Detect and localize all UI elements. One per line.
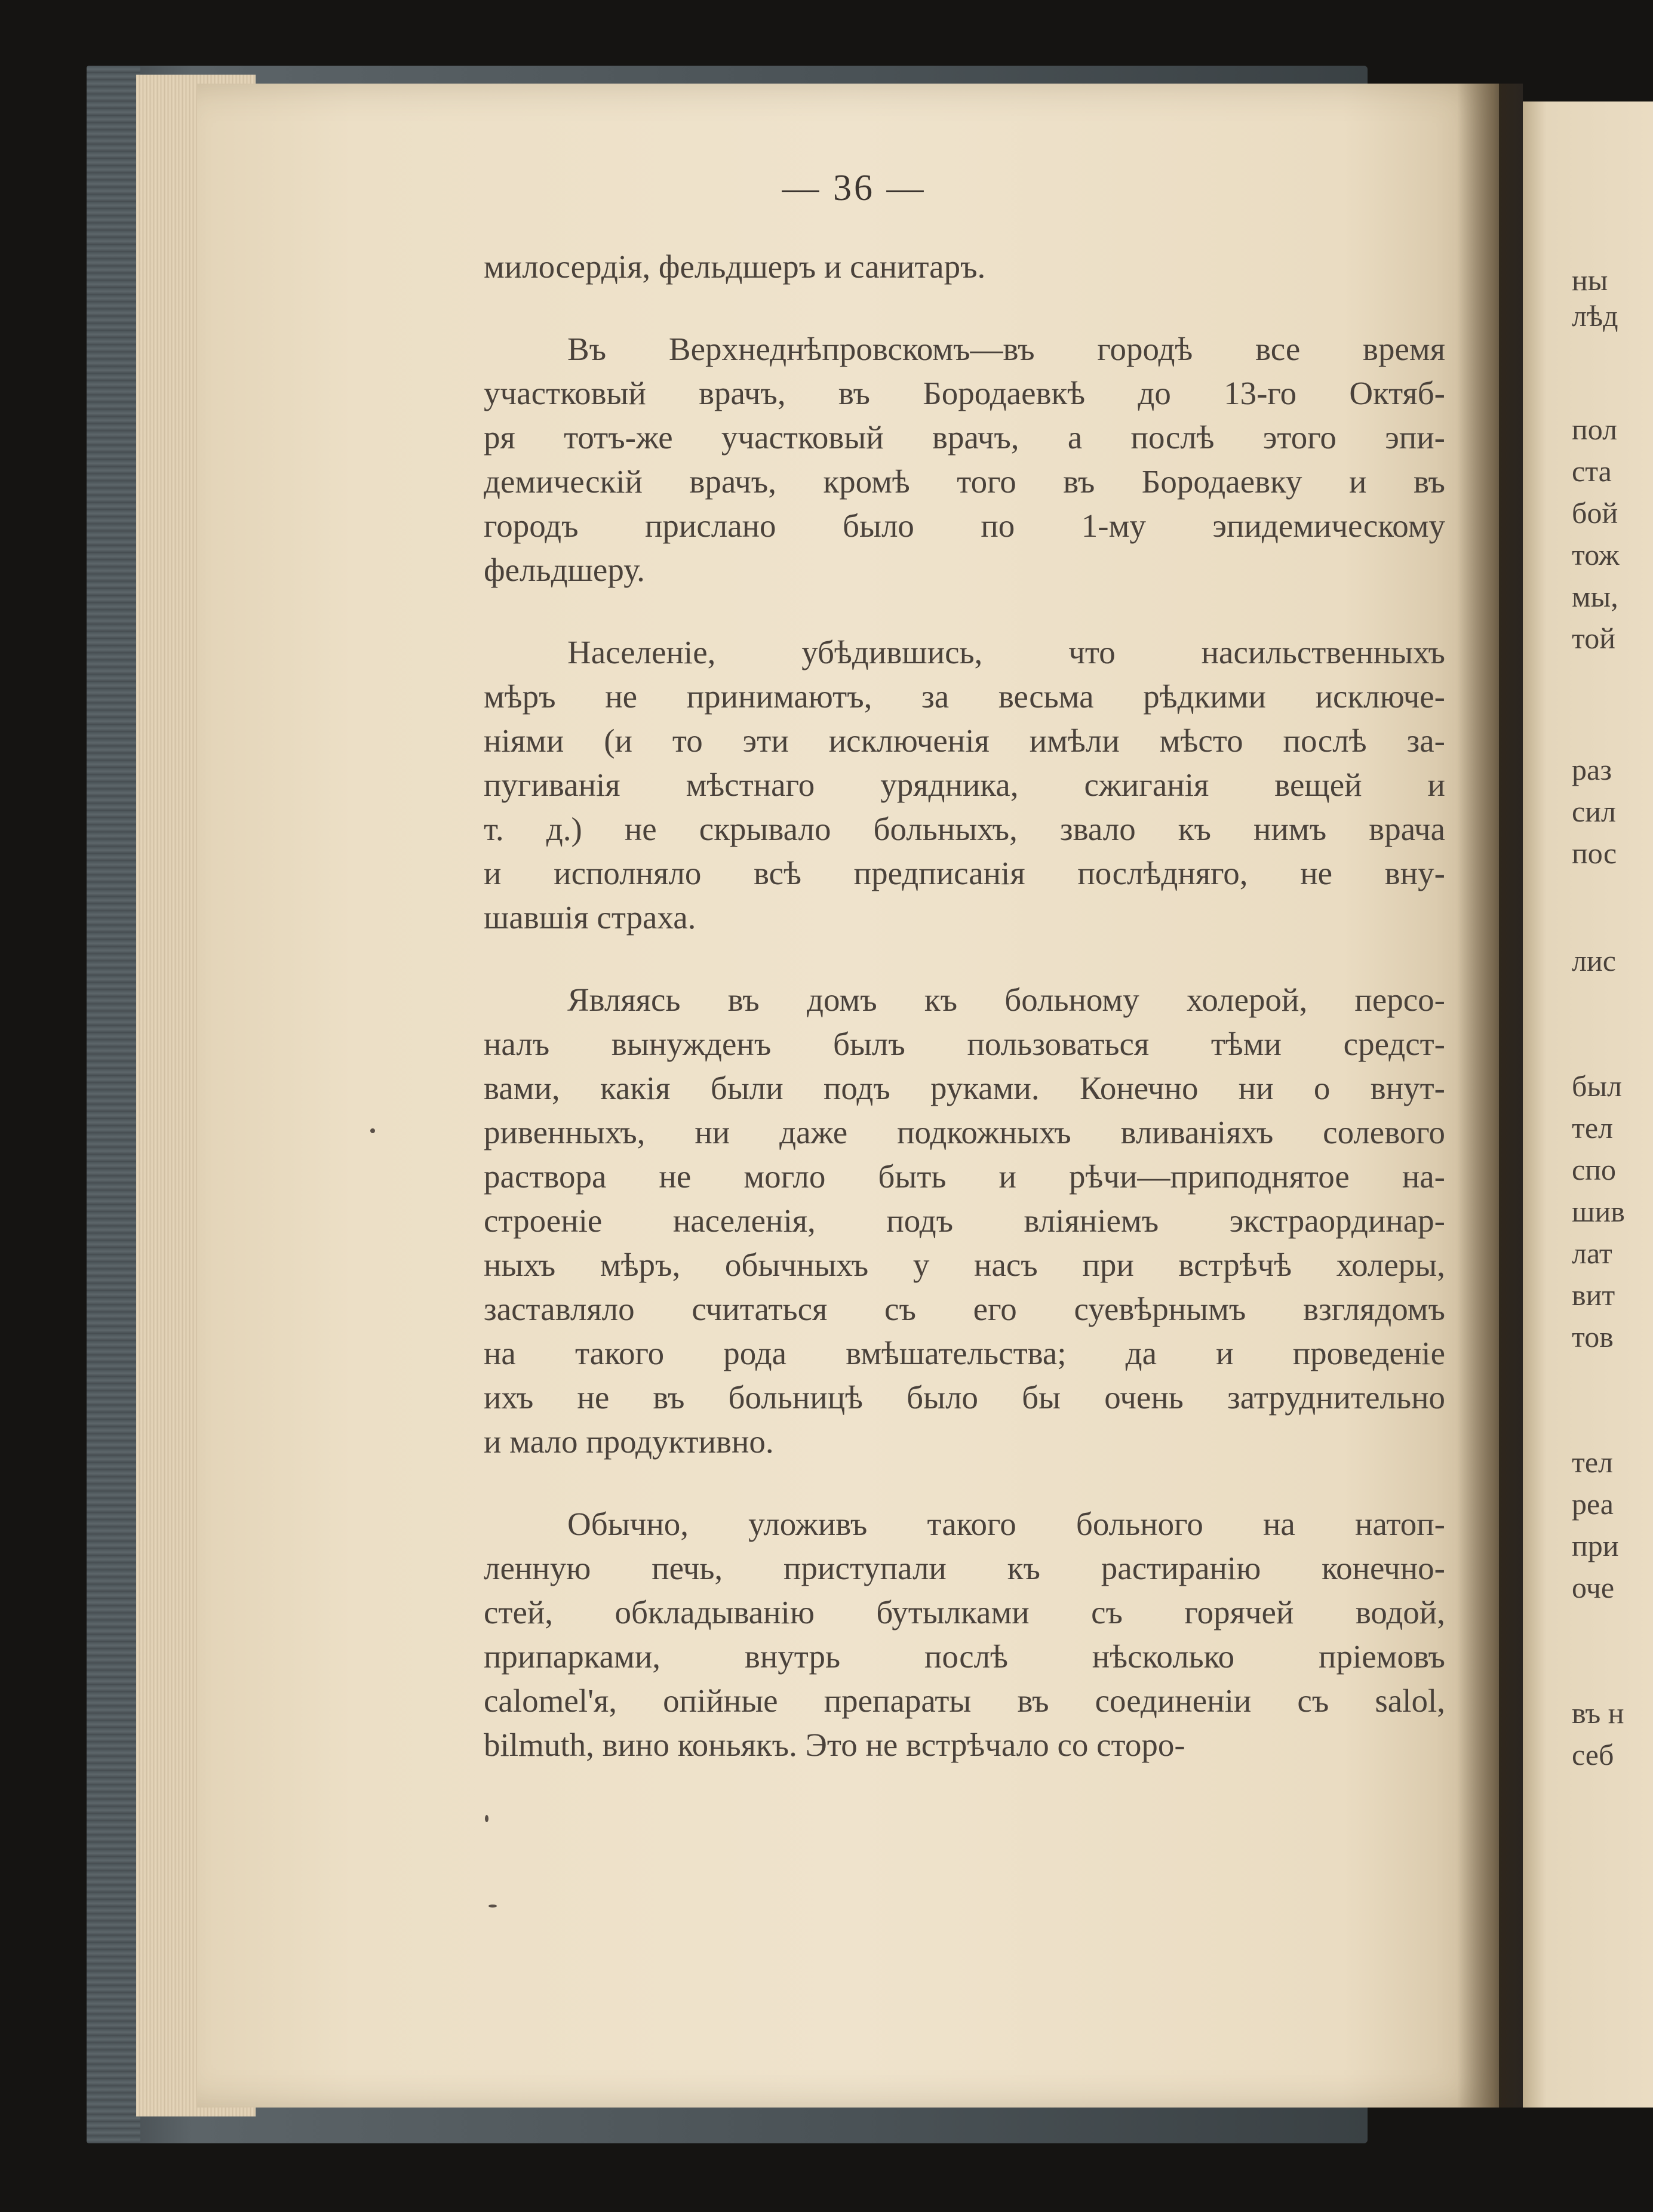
text-line: на такого рода вмѣшательства; да и проведеніе — [484, 1335, 1445, 1371]
text-line: ривенныхъ, ни даже подкожныхъ вливаніяхъ солевого — [484, 1114, 1445, 1150]
facing-page-line: бой — [1572, 496, 1618, 530]
text-line: строеніе населенія, подъ вліяніемъ экстраординар- — [484, 1202, 1445, 1239]
text-line: и мало продуктивно. — [484, 1423, 774, 1460]
text-line: ихъ не въ больницѣ было бы очень затруднительно — [484, 1379, 1445, 1416]
text-line: фельдшеру. — [484, 552, 645, 588]
facing-page-line: реа — [1572, 1487, 1614, 1521]
facing-page-line: вит — [1572, 1278, 1615, 1312]
facing-page-line: шив — [1572, 1195, 1625, 1228]
facing-page-line: ны — [1572, 263, 1608, 297]
page-speck — [370, 1128, 375, 1133]
book-cover-edge — [87, 66, 140, 2143]
facing-page-line: раз — [1572, 753, 1612, 786]
facing-page-line: пол — [1572, 413, 1618, 446]
text-line: шавшія страха. — [484, 899, 696, 936]
facing-page-line: той — [1572, 622, 1615, 655]
paragraph-gap — [484, 592, 1445, 630]
paragraph-gap — [484, 940, 1445, 978]
text-line: вами, какія были подъ руками. Конечно ни о внут- — [484, 1070, 1445, 1106]
facing-page-line: тож — [1572, 538, 1620, 571]
facing-page-line: лис — [1572, 944, 1616, 977]
facing-page-line: тел — [1572, 1445, 1613, 1479]
text-line: Обычно, уложивъ такого больного на натоп- — [567, 1506, 1445, 1542]
facing-page-line: лѣд — [1572, 299, 1618, 333]
text-line: Являясь въ домъ къ больному холерой, персо- — [567, 982, 1445, 1018]
text-line: городъ прислано было по 1-му эпидемическому — [484, 507, 1445, 544]
page-gutter-shadow — [1457, 84, 1523, 2108]
facing-page-line: был — [1572, 1069, 1622, 1103]
text-line: ныхъ мѣръ, обычныхъ у насъ при встрѣчѣ холеры, — [484, 1247, 1445, 1283]
text-line: bilmuth, вино коньякъ. Это не встрѣчало со сторо- — [484, 1727, 1185, 1763]
facing-page-line: тов — [1572, 1320, 1614, 1353]
page-speck — [488, 1905, 497, 1908]
text-line: calomel'я, опійные препараты въ соединеніи съ salol, — [484, 1682, 1445, 1719]
text-line: ніями (и то эти исключенія имѣли мѣсто послѣ за- — [484, 722, 1445, 759]
paragraph — [484, 1502, 1445, 1767]
text-line: демическій врачъ, кромѣ того въ Бородаевку и въ — [484, 463, 1445, 500]
paragraph — [484, 630, 1445, 940]
text-line: и исполняло всѣ предписанія послѣдняго, не вну- — [484, 855, 1445, 891]
page-number: — 36 — — [782, 168, 926, 208]
text-line: пугиванія мѣстнаго урядника, сжиганія вещей и — [484, 767, 1445, 803]
text-line: Населеніе, убѣдившись, что насильственныхъ — [567, 634, 1445, 670]
page-speck — [485, 1815, 488, 1822]
facing-page-line: тел — [1572, 1111, 1613, 1145]
text-line: припарками, внутрь послѣ нѣсколько пріемовъ — [484, 1638, 1445, 1675]
text-line: милосердія, фельдшеръ и санитаръ. — [484, 248, 986, 285]
text-line: ря тотъ-же участковый врачъ, а послѣ этого эпи- — [484, 419, 1445, 456]
text-line: стей, обкладыванію бутылками съ горячей водой, — [484, 1594, 1445, 1630]
text-line: налъ вынужденъ былъ пользоваться тѣми средст- — [484, 1026, 1445, 1062]
facing-page-line: спо — [1572, 1153, 1616, 1186]
page-text — [484, 245, 1445, 1767]
paragraph — [484, 245, 1445, 289]
facing-page — [1523, 101, 1653, 2108]
text-line: Въ Верхнеднѣпровскомъ—въ городѣ все время — [567, 331, 1445, 367]
facing-page-line: лат — [1572, 1236, 1612, 1270]
facing-page-line: пос — [1572, 836, 1617, 870]
text-line: раствора не могло быть и рѣчи—приподнятое на- — [484, 1158, 1445, 1195]
paragraph-gap — [484, 1464, 1445, 1502]
facing-page-line: сил — [1572, 795, 1616, 828]
paragraph — [484, 327, 1445, 592]
facing-page-line: мы, — [1572, 580, 1618, 613]
text-line: участковый врачъ, въ Бородаевкѣ до 13-го Октяб- — [484, 375, 1445, 411]
text-line: мѣръ не принимаютъ, за весьма рѣдкими исключе- — [484, 678, 1445, 715]
text-line: ленную печь, приступали къ растиранію конечно- — [484, 1550, 1445, 1586]
facing-page-line: себ — [1572, 1738, 1614, 1771]
paragraph — [484, 978, 1445, 1464]
text-line: заставляло считаться съ его суевѣрнымъ взглядомъ — [484, 1291, 1445, 1327]
facing-page-line: въ н — [1572, 1696, 1624, 1730]
facing-page-line: оче — [1572, 1571, 1615, 1604]
facing-page-line: ста — [1572, 454, 1612, 488]
facing-page-line: при — [1572, 1529, 1619, 1562]
paragraph-gap — [484, 289, 1445, 327]
text-line: т. д.) не скрывало больныхъ, звало къ нимъ врача — [484, 811, 1445, 847]
